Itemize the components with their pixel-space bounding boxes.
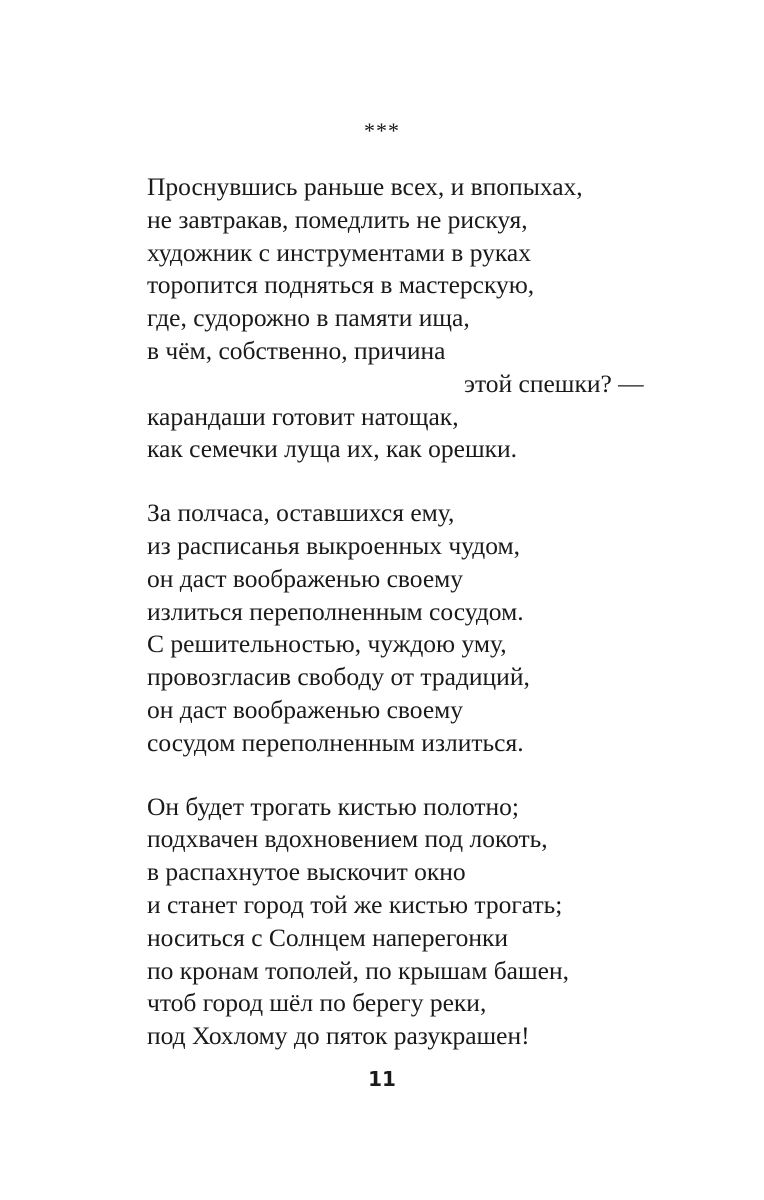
poem-line: Проснувшись раньше всех, и впопыхах, bbox=[147, 172, 583, 201]
poem-line: С решительностью, чуждою уму, bbox=[147, 629, 507, 659]
page-number: 11 bbox=[368, 1067, 396, 1091]
stanza-3 bbox=[147, 791, 687, 1053]
poem-line: и станет город той же кистью трогать; bbox=[147, 889, 563, 919]
poem-line: в чём, собственно, причина bbox=[147, 335, 446, 365]
stanza-1 bbox=[147, 171, 687, 466]
poem-line: в распахнутое выскочит окно bbox=[147, 857, 466, 887]
poem-line-indented: этой спешки? — bbox=[464, 368, 644, 398]
stanza-2 bbox=[147, 497, 687, 759]
poem-line: провозгласив свободу от традиций, bbox=[147, 662, 530, 692]
poem-line: подхвачен вдохновением под локоть, bbox=[147, 824, 548, 854]
poem-line: художник с инструментами в руках bbox=[147, 237, 531, 267]
poem-line: торопится подняться в мастерскую, bbox=[147, 270, 535, 300]
poem-line: чтоб город шёл по берегу реки, bbox=[147, 988, 487, 1018]
poem-line: где, судорожно в памяти ища, bbox=[147, 303, 470, 333]
poem-line: из расписанья выкроенных чудом, bbox=[147, 530, 521, 560]
poem-line: Он будет трогать кистью полотно; bbox=[147, 791, 519, 821]
poem-line: сосудом переполненным излиться. bbox=[147, 727, 524, 757]
poem-line: карандаши готовит натощак, bbox=[147, 401, 459, 431]
poem-line: не завтракав, помедлить не рискуя, bbox=[147, 204, 528, 234]
section-divider: *** bbox=[364, 118, 400, 143]
poem-line: За полчаса, оставшихся ему, bbox=[147, 498, 455, 528]
poem bbox=[147, 171, 687, 1053]
poem-line: как семечки луща их, как орешки. bbox=[147, 434, 517, 464]
poem-line: излиться переполненным сосудом. bbox=[147, 596, 524, 626]
poem-line: по кронам тополей, по крышам башен, bbox=[147, 955, 569, 985]
poem-line: он даст воображенью своему bbox=[147, 694, 464, 724]
poem-line: он даст воображенью своему bbox=[147, 563, 464, 593]
poem-line: под Хохлому до пяток разукрашен! bbox=[147, 1021, 530, 1051]
poem-line: носиться с Солнцем наперегонки bbox=[147, 922, 509, 952]
